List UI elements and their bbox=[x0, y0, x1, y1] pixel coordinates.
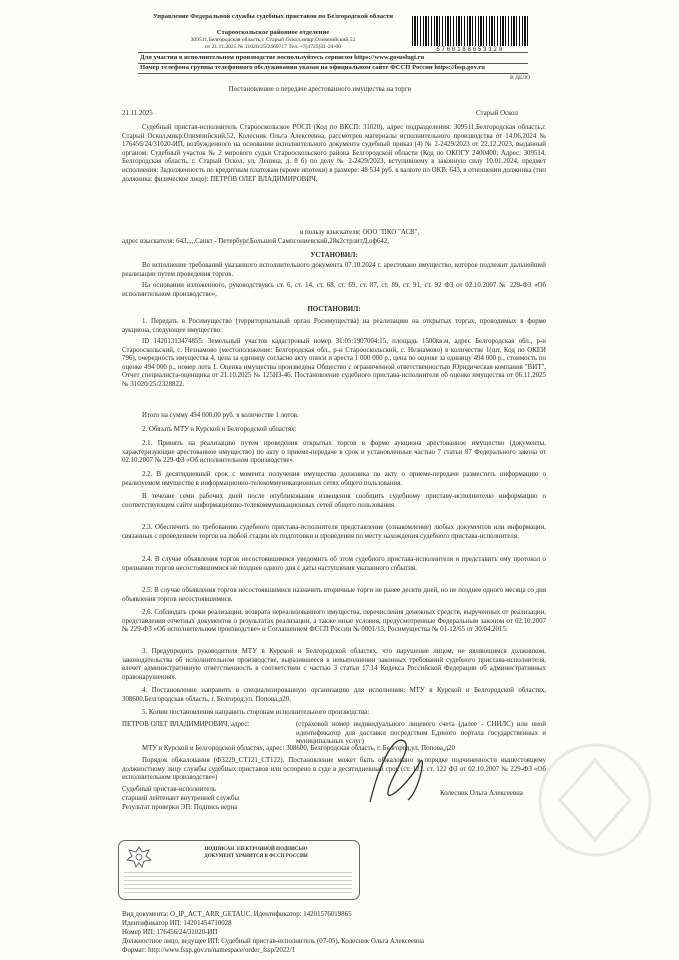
stamp-title-2: ДОКУМЕНТ ХРАНИТСЯ В ФССП РОССИИ bbox=[204, 854, 308, 859]
ustanovil-heading: УСТАНОВИЛ: bbox=[310, 252, 358, 259]
emblem-icon bbox=[124, 844, 154, 870]
barcode bbox=[412, 16, 528, 46]
signer-rank: старший лейтенант внутренней службы bbox=[122, 795, 239, 802]
point-2-2: 2.2. В десятидневный срок с момента получения имущества должника по акту о приеме-передаче разместить информацию о реализуемом имуществе в информационно-телекоммуникационных сетях общего пользования. bbox=[122, 471, 546, 487]
footer-doc-type: Вид документа: O_IP_ACT_ARR_GETAUC, Идентификатор: 14201576019865 bbox=[122, 911, 352, 918]
footer-officer: Должностное лицо, ведущее ИП: Судебный пристав-исполнитель (07-05), Колесник Ольга Алексеевна bbox=[122, 938, 424, 945]
point-2-6: 2.6. Соблюдать сроки реализации, возврата нереализованного имущества, перечисления денежных средств, вырученных от реализации, представления отчетных документов о результатах реализации, а также иные условия, предусмотренные Федеральным законом от 02.10.2007 № 229-ФЗ «Об исполнительном производстве» и Соглашением ФССП России № 0001/13, Росимущества № 01-12/65 от 30.04.2015. bbox=[122, 609, 546, 634]
signature-check: Результат проверки ЭП: Подпись верна bbox=[122, 804, 238, 811]
watermark-emblem-icon bbox=[520, 740, 670, 860]
document-city: Старый Оскол bbox=[476, 110, 518, 117]
postanovil-heading: ПОСТАНОВИЛ: bbox=[307, 306, 361, 313]
mtu-line: МТУ в Курской и Белгородской областях, адрес: 308600, Белгородская область, г. Белгород,ул. Попова,д20 bbox=[142, 745, 456, 752]
document-title: Постановление о передаче арестованного имущества на торги bbox=[228, 86, 412, 93]
point-2-1: 2.1. Принять на реализацию путем проведения открытых торгов в форме аукциона арестованное имущество (документы, характеризующие арестованное имущество) по акту о приеме-передаче в срок и установленные частью 7 статьи 87 Федерального закона от 02.10.2007 № 229-ФЗ «Об исполнительном производстве». bbox=[122, 440, 546, 465]
point-2-3: 2.3. Обеспечить по требованию судебного пристава-исполнителя представление (ознакомление) любых документов или информации, связанных с проведением торгов на любой стадии их подготовки и проведения по месту нахождения судебного пристава-исполнителя. bbox=[122, 524, 546, 540]
header-date-ref: от 21.11.2025 № 31020/25/2469717 Тел. +7(4725)31-24-00 bbox=[205, 44, 341, 50]
debtor-name: ПЕТРОВ ОЛЕГ ВЛАДИМИРОВИЧ, адрес: bbox=[122, 721, 250, 728]
document-date: 21.11.2025 bbox=[122, 110, 153, 117]
barcode-digits: 5760188653120 bbox=[436, 46, 504, 53]
point-4: 4. Постановление направить в специализированную организацию для исполнения: МТУ в Курской и Белгородской областях, 308600,Белгородская область, г. Белгород,ул. Попова,д20. bbox=[122, 687, 546, 703]
property-item: ID 14201313474855: Земельный участок кадастровый номер 31:05:1907004:15, площадь 1500кв.м, адрес Белгородская обл., р-н Старооскольский, с. Незнамово (местоположение: Белгородская обл., р-н Старооскольский, с. Незнамово) в количестве 1(шт, Код по ОКЕИ 796), очередность имущества 4, цена за единицу согласно акту описи и ареста 1 000 000 р., цена по оценке за единицу 494 000 р., стоимость по оценке 494 000 р., номер лота 1. Оценка имущества произведена Общество с ограниченной ответственностью Юридическая компания "ВИТ". Отчет специалиста-оценщика от 21.10.2025 № 125НЗ-46. Постановление судебного пристава-исполнителя об оценке имущества от 06.11.2025 № 31020/25/2328822. bbox=[122, 338, 546, 388]
point-3: 3. Предупредить руководителя МТУ в Курской и Белгородской областях, что нарушение лицом, не являющимся должником, законодательства об исполнительном производстве, выразившееся в невыполнении законных требований судебного пристава-исполнителя, влечет административную ответственность в соответствии с частью 3 статьи 17.14 Кодекса Российской Федерации об административных правонарушениях. bbox=[122, 648, 546, 681]
header-phone: Номер телефона группы телефонного обслуживания указан на официальном сайте ФССП России https://fssp.gov.ru bbox=[140, 64, 485, 71]
footer-ip-id: Идентификатор ИП: 14201454710028 bbox=[122, 920, 232, 927]
delo-mark: В ДЕЛО bbox=[510, 75, 531, 81]
header-org: Управление Федеральной службы судебных приставов по Белгородской области bbox=[152, 13, 394, 20]
intro-paragraph: Судебный пристав-исполнитель Старооскольское РОСП (Код по ВКСП: 31020), адрес подразделения: 309511,Белгородская область,г. Старый Оскол,микр.Олимпийский,52, Колесник Ольга Алексеевна, рассмотрев материалы исполнительного производства от 14.06.2024 № 176456/24/31020-ИП, возбужденного на основании исполнительного документа судебный приказ (4) № 2-2429/2023 от 22.12.2023, выданный органом: Судебный участок № 2 мирового судьи Старооскольского района Белгородской области (Код по ОКОГУ 2400400; Адрес: 309514, Белгородская область, г. Старый Оскол, ул. Ленина, д. 8 б) по делу № 2-2429/2023, вступившему в законную силу 10.01.2024, предмет исполнения: Задолженность по кредитным платежам (кроме ипотеки) в размере: 48 534 руб. в валюте по ОКВ: 643, в отношении должника (тип должника: физическое лицо): ПЕТРОВ ОЛЕГ ВЛАДИМИРОВИЧ, bbox=[122, 124, 546, 183]
total-line: Итого на сумму 494 000,00 руб. в количестве 1 лотов. bbox=[142, 412, 299, 419]
stamp-details bbox=[124, 872, 352, 894]
appeal-text: Порядок обжалования (ФЗ229_СТ121_СТ122). Постановление может быть обжаловано в порядке подчиненности вышестоящему должностному лицу службы судебных приставов или оспорено в суде в десятидневный срок (ст. 121, ст. 122 ФЗ от 02.10.2007 № 229-ФЗ «Об исполнительном производстве») bbox=[122, 757, 546, 782]
signature-scribble bbox=[350, 722, 440, 812]
signer-name: Колесник Ольга Алексеевна bbox=[440, 790, 523, 797]
debtor-rest: (страховой номер индивидуального лицевого счета (далее - СНИЛС) или иной идентификатор для доставки посредством Единого портала государственных и муниципальных услуг) bbox=[296, 721, 546, 746]
creditor-line: в пользу взыскателя: ООО "ПКО "АСВ", bbox=[300, 229, 420, 236]
point-2-2b: В течение семи рабочих дней после опубликования извещения сообщить судебному приставу-исполнителю информацию о соответствующем сайте информационно-телекоммуникационных сетей общего пользования. bbox=[122, 493, 546, 509]
point-2-5: 2.5. В случае объявления торгов несостоявшимися назначить вторичные торги не ранее десяти дней, но не позднее одного месяца со дня объявления торгов несостоявшимися. bbox=[122, 587, 546, 603]
footer-format: Формат: http://www.fssp.gov.ru/namespace/order_fssp/2022/1 bbox=[122, 947, 296, 954]
ustanovil-text: Во исполнение требований указанного исполнительного документа 07.10.2024 г. арестовано имущество, которое подлежит дальнейшей реализации путем проведения торгов. bbox=[122, 262, 546, 278]
point-2: 2. Обязать МТУ в Курской и Белгородской областях: bbox=[142, 426, 297, 433]
point-2-4: 2.4. В случае объявления торгов несостоявшимися уведомить об этом судебного пристава-исполнителя и представить ему протокол о признании торгов несостоявшимися не позднее одного дня с даты наступления указанного события. bbox=[122, 556, 546, 572]
header-address: 309511,Белгородская область,г. Старый Оскол,микр.Олимпийский,52 bbox=[190, 37, 356, 43]
point-5: 5. Копии постановления направить сторонам исполнительного производства: bbox=[142, 709, 370, 716]
signer-title: Судебный пристав-исполнитель bbox=[122, 786, 217, 793]
creditor-address: адрес взыскателя: 643,,,,,Санкт - Петербург,Большой Сампсониевский,28к2стрлитД,оф642, bbox=[122, 238, 390, 245]
stamp-title-1: ПОДПИСАН ЭЛЕКТРОННОЙ ПОДПИСЬЮ bbox=[204, 847, 308, 852]
header-dept: Старооскольское районное отделение bbox=[216, 29, 330, 36]
basis-text: На основании изложенного, руководствуясь ст. 6, ст. 14, ст. 68, ст. 69, ст. 87, ст. 89, ст. 91, ст. 92 ФЗ от 02.10.2007 № 229-ФЗ «Об исполнительном производстве», bbox=[122, 282, 546, 298]
header-service: Для участия в исполнительном производстве воспользуйтесь сервисом https://www.gosuslugi.ru bbox=[140, 54, 425, 61]
point-1: 1. Передать в Росимущество (территориальный орган Росимущества) на реализацию на открытых торгах, проводимых в форме аукциона, следующее имущество: bbox=[122, 318, 546, 334]
footer-ip-number: Номер ИП: 176456/24/31020-ИП bbox=[122, 929, 218, 936]
